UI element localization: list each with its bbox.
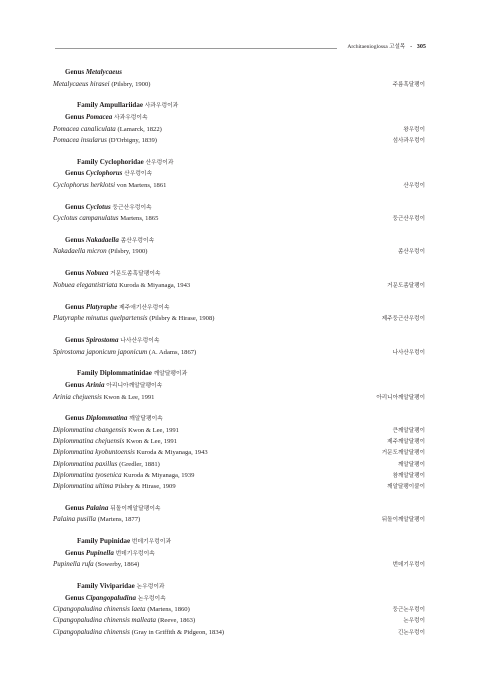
species-authority: Kwon & Lee, 1991 (126, 438, 178, 446)
taxon-group (53, 268, 425, 291)
genus-name: Diplommatina (85, 414, 128, 423)
genus-name: Cyclotus (85, 202, 111, 211)
species-name: Diplommatina ultima (53, 481, 114, 490)
rank-label: Family (77, 369, 98, 378)
species-row (53, 79, 425, 90)
species-entry (53, 514, 140, 525)
genus-korean-name: 번데기우렁이속 (115, 550, 155, 557)
species-name: Cipangopaludina chinensis laeta (53, 605, 146, 614)
header-separator: • (410, 43, 412, 49)
species-authority: (A. Adams, 1867) (149, 348, 197, 356)
species-row (53, 459, 425, 470)
species-name: Pomacea canaliculata (53, 124, 116, 133)
species-row (53, 470, 425, 481)
species-authority: Kuroda & Miyanaga, 1943 (136, 449, 208, 457)
species-authority: (Reeve, 1863) (157, 617, 196, 625)
species-korean-name: 논우렁이 (403, 618, 425, 625)
species-entry (53, 135, 157, 146)
species-entry (53, 481, 176, 492)
species-row (53, 436, 425, 447)
species-row (53, 604, 425, 615)
species-entry (53, 246, 147, 257)
species-entry (53, 559, 139, 570)
species-korean-name: 산우렁이 (403, 182, 425, 189)
species-entry (53, 447, 208, 458)
genus-heading (53, 168, 425, 180)
species-korean-name: 큰깨알달팽이 (392, 427, 425, 434)
species-entry (53, 627, 224, 638)
taxon-group (53, 202, 425, 225)
rank-label: Genus (65, 302, 85, 311)
genus-name: Cipangopaludina (85, 593, 136, 602)
species-name: Platyraphe minutus quelpartensis (53, 314, 148, 323)
family-name: Cyclophoridae (99, 157, 144, 166)
genus-name: Cyclophorus (85, 169, 123, 178)
family-heading (53, 100, 425, 112)
species-korean-name: 깨알달팽이붙이 (387, 483, 425, 490)
genus-name: Metalycaeus (85, 68, 122, 76)
genus-korean-name: 산우렁이속 (124, 171, 153, 178)
species-row (53, 213, 425, 224)
species-authority: (Martens, 1877) (97, 516, 141, 524)
species-authority: (Pilsbry & Hirase, 1908) (149, 315, 215, 323)
species-row (53, 615, 425, 626)
taxon-group (53, 368, 425, 402)
species-name: Cipangopaludina chinensis malleata (53, 616, 157, 625)
species-entry (53, 470, 194, 481)
rank-label: Genus (65, 169, 85, 178)
family-heading (53, 157, 425, 169)
family-heading (53, 581, 425, 593)
rank-label: Genus (65, 503, 85, 512)
species-entry (53, 213, 158, 224)
genus-name: Pomacea (85, 112, 113, 121)
genus-heading (53, 413, 425, 425)
rank-label: Genus (65, 202, 85, 211)
family-name: Viviparidae (99, 582, 135, 590)
rank-label: Genus (65, 68, 85, 76)
taxon-group (53, 67, 425, 90)
family-name: Ampullariidae (99, 101, 143, 110)
taxon-group (53, 581, 425, 638)
species-name: Pupinella rufa (53, 560, 94, 569)
genus-korean-name: 논우렁이속 (137, 595, 166, 602)
species-name: Spirostoma japonicum japonicum (53, 347, 148, 356)
species-name: Nakadaella micron (53, 247, 107, 256)
genus-heading (53, 593, 425, 605)
species-row (53, 347, 425, 358)
species-name: Diplommatina paxillus (53, 459, 118, 468)
species-korean-name: 아리니아깨알달팽이 (376, 394, 425, 401)
species-name: Pomacea insularus (53, 135, 107, 144)
family-korean-name: 논우렁이과 (136, 584, 165, 590)
species-entry (53, 347, 196, 358)
rank-label: Genus (65, 380, 85, 389)
rank-label: Genus (65, 593, 85, 602)
species-korean-name: 제주깨알달팽이 (387, 439, 425, 446)
species-authority: (Pilsbry, 1900) (108, 248, 148, 256)
species-korean-name: 참깨알달팽이 (392, 472, 425, 479)
species-korean-name: 뒤돌이깨알달팽이 (381, 517, 425, 524)
genus-name: Pupinella (85, 548, 114, 557)
genus-name: Arinia (85, 380, 105, 389)
species-authority: (D'Orbigny, 1839) (108, 136, 157, 144)
species-korean-name: 왕우렁이 (403, 126, 425, 133)
species-korean-name: 나사산우렁이 (392, 349, 425, 356)
rank-label: Family (77, 537, 98, 546)
genus-name: Nobuea (85, 269, 109, 278)
taxon-group (53, 335, 425, 358)
rank-label: Family (77, 582, 98, 590)
species-name: Cyclotus campanulatus (53, 214, 119, 223)
rank-label: Genus (65, 548, 85, 557)
species-korean-name: 긴논우렁이 (397, 629, 425, 636)
family-korean-name: 산우렁이과 (145, 159, 174, 166)
genus-heading (53, 548, 425, 560)
rank-label: Family (77, 101, 98, 110)
genus-korean-name: 제주애기산우렁이속 (119, 304, 170, 311)
species-name: Diplommatina tyosenica (53, 470, 122, 479)
taxon-group (53, 503, 425, 526)
species-entry (53, 392, 154, 403)
header-rule (55, 48, 337, 49)
taxon-group (53, 302, 425, 325)
family-korean-name: 사과우렁이과 (144, 103, 179, 110)
taxon-group (53, 100, 425, 146)
genus-heading (53, 380, 425, 392)
species-name: Diplommatina kyobuntoensis (53, 448, 135, 457)
species-name: Arinia chejuensis (53, 392, 102, 401)
species-korean-name: 둥근논우렁이 (392, 607, 425, 614)
genus-heading (53, 268, 425, 280)
species-authority: (Gray in Griffith & Pidgeon, 1834) (131, 628, 225, 636)
species-authority: (Sowerby, 1864) (95, 561, 140, 569)
genus-name: Spirostoma (85, 336, 119, 344)
genus-korean-name: 뒤돌이깨알달팽이속 (110, 505, 161, 512)
species-entry (53, 425, 179, 436)
rank-label: Genus (65, 235, 85, 244)
species-row (53, 514, 425, 525)
family-name: Pupinidae (99, 537, 131, 546)
family-korean-name: 깨알달팽이과 (153, 371, 188, 378)
species-name: Cyclophorus herklotsi (53, 180, 116, 189)
species-row (53, 313, 425, 324)
species-korean-name: 둥근산우렁이 (392, 216, 425, 223)
rank-label: Genus (65, 269, 85, 278)
species-korean-name: 거문도좀달팽이 (387, 282, 425, 289)
species-authority: Kuroda & Miyanaga, 1939 (123, 471, 195, 479)
running-header (347, 42, 426, 50)
rank-label: Genus (65, 112, 85, 121)
rank-label: Family (77, 157, 98, 166)
species-row (53, 627, 425, 638)
species-entry (53, 313, 214, 324)
genus-name: Palaina (85, 503, 109, 512)
species-korean-name: 깨알달팽이 (397, 461, 425, 468)
rank-label: Genus (65, 336, 85, 344)
species-authority: Kuroda & Miyanaga, 1943 (119, 281, 191, 289)
genus-heading (53, 235, 425, 247)
species-row (53, 135, 425, 146)
taxon-group (53, 413, 425, 492)
species-entry (53, 615, 195, 626)
species-checklist (53, 67, 425, 648)
genus-heading (53, 335, 425, 347)
species-entry (53, 79, 150, 90)
species-name: Diplommatina chejuensis (53, 437, 125, 446)
genus-korean-name: 거문도좀혹달팽이속 (110, 271, 161, 278)
species-name: Nobuea elegantistriata (53, 280, 118, 289)
genus-korean-name: 나사산우렁이속 (120, 338, 160, 344)
species-name: Cipangopaludina chinensis (53, 627, 130, 636)
family-heading (53, 536, 425, 548)
species-name: Palaina pusilla (53, 515, 96, 524)
genus-korean-name: 사과우렁이속 (114, 114, 148, 121)
species-name: Diplommatina changensis (53, 425, 127, 434)
species-authority: (Gredler, 1881) (119, 460, 160, 468)
species-authority: von Martens, 1861 (116, 181, 167, 189)
species-row (53, 481, 425, 492)
family-korean-name: 번데기우렁이과 (131, 539, 172, 546)
family-heading (53, 368, 425, 380)
genus-name: Nakadaella (85, 235, 119, 244)
species-entry (53, 459, 160, 470)
species-row (53, 425, 425, 436)
page-number: 305 (416, 42, 426, 50)
species-korean-name: 제주둥근산우렁이 (381, 316, 425, 323)
species-authority: Pilsbry & Hirase, 1909 (114, 482, 176, 490)
taxon-group (53, 157, 425, 191)
species-entry (53, 436, 177, 447)
species-row (53, 124, 425, 135)
species-row (53, 280, 425, 291)
species-entry (53, 604, 190, 615)
genus-name: Platyraphe (85, 302, 118, 311)
species-authority: (Martens, 1860) (147, 606, 190, 614)
genus-heading (53, 503, 425, 515)
rank-label: Genus (65, 414, 85, 423)
species-name: Metalycaeus hirasei (53, 79, 110, 88)
species-entry (53, 280, 190, 291)
header-title: Architaenioglossa 고설목 (347, 44, 406, 50)
species-row (53, 246, 425, 257)
genus-heading (53, 202, 425, 214)
species-korean-name: 섬사과우렁이 (392, 137, 425, 144)
species-authority: Kwon & Lee, 1991 (128, 426, 179, 434)
species-korean-name: 거문도깨알달팽이 (381, 450, 425, 457)
species-authority: (Lamarck, 1822) (117, 125, 162, 133)
species-row (53, 180, 425, 191)
genus-heading (53, 67, 425, 79)
species-korean-name: 번데기우렁이 (392, 562, 425, 569)
genus-korean-name: 깨알달팽이속 (129, 416, 163, 423)
species-row (53, 392, 425, 403)
species-authority: Kwon & Lee, 1991 (103, 393, 155, 401)
species-entry (53, 180, 166, 191)
genus-heading (53, 112, 425, 124)
genus-korean-name: 좀산우렁이속 (120, 237, 155, 244)
species-row (53, 559, 425, 570)
family-name: Diplommatinidae (99, 369, 152, 378)
species-row (53, 447, 425, 458)
taxon-group (53, 536, 425, 570)
species-korean-name: 좀산우렁이 (397, 249, 425, 256)
genus-korean-name: 아리니아깨알달팽이속 (106, 382, 163, 389)
taxon-group (53, 235, 425, 258)
genus-heading (53, 302, 425, 314)
genus-korean-name: 둥근산우렁이속 (112, 204, 152, 211)
species-korean-name: 주름혹달팽이 (392, 81, 425, 88)
species-authority: (Pilsbry, 1900) (111, 80, 151, 88)
species-entry (53, 124, 162, 135)
species-authority: Martens, 1865 (120, 215, 159, 223)
